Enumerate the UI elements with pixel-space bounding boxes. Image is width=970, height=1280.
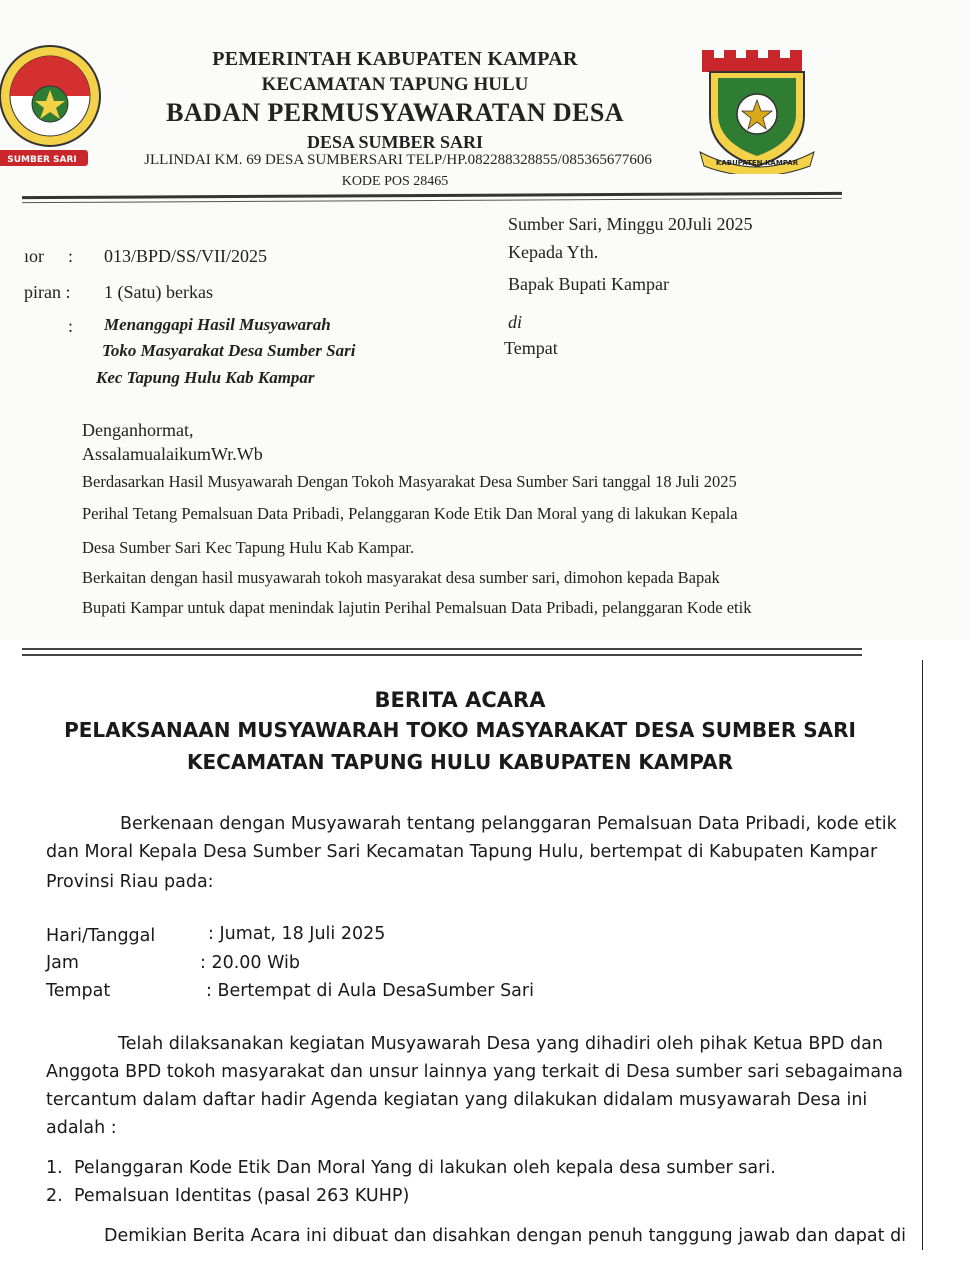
lampiran-label: piran : xyxy=(24,282,71,302)
letterhead-government: PEMERINTAH KABUPATEN KAMPAR xyxy=(212,48,578,70)
svg-text:KABUPATEN KAMPAR: KABUPATEN KAMPAR xyxy=(715,159,799,167)
list-item-number: 2. xyxy=(46,1186,63,1206)
jam-value: : 20.00 Wib xyxy=(200,953,301,973)
recipient-di: di xyxy=(508,312,523,332)
closing-line: Demikian Berita Acara ini dibuat dan disahkan dengan penuh tanggung jawab dan dapat di xyxy=(104,1226,907,1246)
letter-paragraph-1-line-3: Desa Sumber Sari Kec Tapung Hulu Kab Kampar. xyxy=(82,538,415,557)
perihal-line-1: Menanggapi Hasil Musyawarah xyxy=(104,315,331,334)
hari-label: Hari/Tanggal xyxy=(46,926,156,946)
perihal-colon: : xyxy=(68,316,74,336)
body-line-4: adalah : xyxy=(46,1118,117,1138)
letterhead-agency: BADAN PERMUSYAWARATAN DESA xyxy=(166,98,624,127)
berita-acara-subtitle: PELAKSANAAN MUSYAWARAH TOKO MASYARAKAT DESA SUMBER SARI xyxy=(64,718,856,742)
letter-paragraph-1-line-1: Berdasarkan Hasil Musyawarah Dengan Tokoh Masyarakat Desa Sumber Sari tanggal 18 Juli 2025 xyxy=(82,472,737,491)
svg-text:SUMBER SARI: SUMBER SARI xyxy=(7,155,77,165)
intro-line-2: dan Moral Kepala Desa Sumber Sari Kecamatan Tapung Hulu, bertempat di Kabupaten Kampar xyxy=(46,842,878,862)
list-item-number: 1. xyxy=(46,1158,63,1178)
recipient-name: Bapak Bupati Kampar xyxy=(508,274,669,294)
perihal-line-2: Toko Masyarakat Desa Sumber Sari xyxy=(102,341,356,360)
letterhead-address: JLLINDAI KM. 69 DESA SUMBERSARI TELP/HP.082288328855/085365677606 xyxy=(144,152,652,168)
tempat-value: : Bertempat di Aula DesaSumber Sari xyxy=(206,981,534,1001)
list-item: Pemalsuan Identitas (pasal 263 KUHP) xyxy=(74,1186,410,1206)
page-separator-double xyxy=(22,654,862,656)
recipient-kepada: Kepada Yth. xyxy=(508,242,599,262)
body-line-3: tercantum dalam daftar hadir Agenda kegiatan yang dilakukan didalam musyawarah Desa ini xyxy=(46,1090,868,1110)
page-separator xyxy=(22,648,862,650)
berita-acara-title: BERITA ACARA xyxy=(374,688,546,712)
berita-acara-subtitle-2: KECAMATAN TAPUNG HULU KABUPATEN KAMPAR xyxy=(186,750,733,774)
jam-label: Jam xyxy=(46,953,79,973)
letterhead-postal-code: KODE POS 28465 xyxy=(341,174,449,189)
intro-line-1: Berkenaan dengan Musyawarah tentang pelanggaran Pemalsuan Data Pribadi, kode etik xyxy=(120,814,897,834)
nomor-value: 013/BPD/SS/VII/2025 xyxy=(104,246,268,266)
tempat-label: Tempat xyxy=(46,981,111,1001)
desa-sumber-sari-logo xyxy=(0,38,106,170)
kabupaten-kampar-logo xyxy=(696,44,818,174)
nomor-colon: : xyxy=(68,246,74,266)
perihal-line-3: Kec Tapung Hulu Kab Kampar xyxy=(96,368,315,387)
lampiran-value: 1 (Satu) berkas xyxy=(104,282,213,302)
letter-date: Sumber Sari, Minggu 20Juli 2025 xyxy=(508,214,753,234)
list-item: Pelanggaran Kode Etik Dan Moral Yang di lakukan oleh kepala desa sumber sari. xyxy=(74,1158,776,1178)
letterhead-divider-thin xyxy=(22,198,842,203)
letter-paragraph-2-line-2: Bupati Kampar untuk dapat menindak lajutin Perihal Pemalsuan Data Pribadi, pelanggaran Kode etik xyxy=(82,598,752,617)
letterhead-village: DESA SUMBER SARI xyxy=(306,132,484,152)
letterhead-district: KECAMATAN TAPUNG HULU xyxy=(261,74,529,95)
nomor-label: ıor xyxy=(24,246,44,266)
letter-paragraph-2-line-1: Berkaitan dengan hasil musyawarah tokoh masyarakat desa sumber sari, dimohon kepada Bapak xyxy=(82,568,720,587)
page-edge-line xyxy=(922,660,923,1250)
greeting-hormat: Denganhormat, xyxy=(82,420,194,440)
hari-value: : Jumat, 18 Juli 2025 xyxy=(208,924,386,944)
intro-line-3: Provinsi Riau pada: xyxy=(46,872,214,892)
body-line-2: Anggota BPD tokoh masyarakat dan unsur lainnya yang terkait di Desa sumber sari sebagaimana xyxy=(46,1062,903,1082)
recipient-place: Tempat xyxy=(504,338,558,358)
greeting-salam: AssalamualaikumWr.Wb xyxy=(82,444,263,464)
letter-paragraph-1-line-2: Perihal Tetang Pemalsuan Data Pribadi, Pelanggaran Kode Etik Dan Moral yang di lakukan Kepala xyxy=(82,504,738,523)
body-line-1: Telah dilaksanakan kegiatan Musyawarah Desa yang dihadiri oleh pihak Ketua BPD dan xyxy=(118,1034,883,1054)
